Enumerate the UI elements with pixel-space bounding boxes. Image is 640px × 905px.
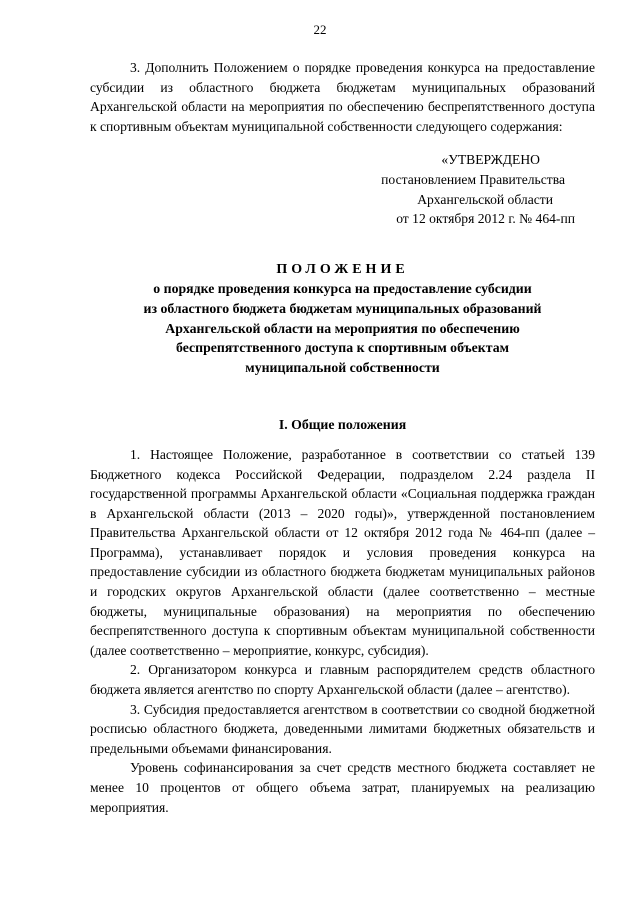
- paragraph-1: 1. Настоящее Положение, разработанное в соответствии со статьей 139 Бюджетного кодекса Российской Федерации, подразделом 2.24 раздела II государственной программы Архангельской области «Социальная поддержка граждан в Архангельской области (2013 – 2020 годы)», утвержденной постановлением Правительства Архангельской области от 12 октября 2012 года № 464-пп (далее – Программа), устанавливает порядок и условия проведения конкурса на предоставление субсидии из областного бюджета бюджетам муниципальных районов и городских округов Архангельской области (далее соответственно – местные бюджеты, муниципальные образования) на мероприятия по обеспечению беспрепятственного доступа к спортивным объектам муниципальной собственности (далее соответственно – мероприятие, конкурс, субсидия).: [90, 446, 595, 658]
- paragraph-4: Уровень софинансирования за счет средств местного бюджета составляет не менее 10 процентов от общего объема затрат, планируемых на реализацию мероприятия.: [90, 760, 595, 815]
- approval-stamp: [90, 150, 595, 228]
- paragraph-3: 3. Субсидия предоставляется агентством в соответствии со сводной бюджетной росписью областного бюджета, доведенными лимитами бюджетных обязательств и предельными объемами финансирования.: [90, 701, 595, 756]
- section-title: I. Общие положения: [278, 417, 407, 433]
- paragraph-2: 2. Организатором конкурса и главным распорядителем средств областного бюджета является агентство по спорту Архангельской области (далее – агентство).: [90, 662, 595, 698]
- heading-line-3: Архангельской области на мероприятия по обеспечению: [165, 320, 520, 336]
- document-body: [90, 58, 595, 817]
- heading-line-4: беспрепятственного доступа к спортивным объектам: [176, 340, 509, 356]
- approval-line-3: Архангельской области: [417, 191, 553, 207]
- heading-line-2: из областного бюджета бюджетам муниципальных образований: [143, 300, 542, 316]
- heading-line-5: муниципальной собственности: [245, 359, 440, 375]
- intro-paragraph: 3. Дополнить Положением о порядке проведения конкурса на предоставление субсидии из областного бюджета бюджетам муниципальных образований Архангельской области на мероприятия по обеспечению беспрепятственного доступа к спортивным объектам муниципальной собственности следующего содержания:: [90, 60, 595, 134]
- document-heading: [90, 260, 595, 378]
- approval-line-2: постановлением Правительства: [381, 171, 565, 187]
- approval-line-1: «УТВЕРЖДЕНО: [441, 152, 540, 168]
- page-number: 22: [313, 22, 327, 37]
- heading-title: ПОЛОЖЕНИЕ: [276, 261, 409, 277]
- approval-line-4: от 12 октября 2012 г. № 464-пп: [396, 211, 575, 227]
- heading-line-1: о порядке проведения конкурса на предоставление субсидии: [153, 281, 532, 297]
